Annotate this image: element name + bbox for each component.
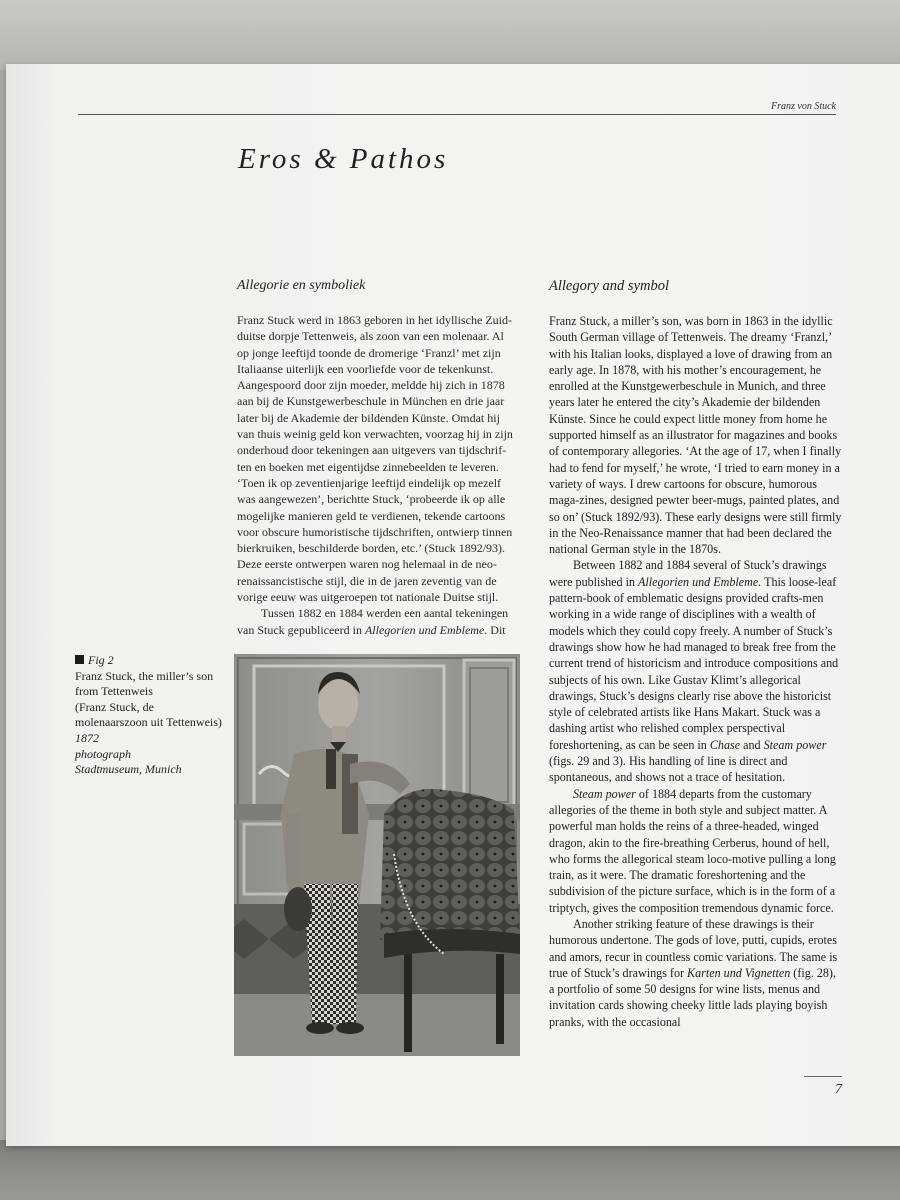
dutch-section-heading: Allegorie en symboliek (237, 278, 366, 293)
caption-collection: Stadtmuseum, Munich (75, 762, 182, 777)
caption-dutch-title: (Franz Stuck, de molenaarszoon uit Tettenweis) (75, 699, 222, 730)
caption-year: 1872 (75, 730, 99, 745)
page-number: 7 (835, 1082, 842, 1097)
figure-caption (75, 653, 225, 778)
caption-title: Franz Stuck, the miller’s son from Tettenweis (75, 668, 214, 699)
english-body (549, 313, 844, 1030)
english-paragraph-4: Another striking feature of these drawings is their humorous undertone. The gods of love, putti, cupids, erotes and amors, recur in countless comic variations. The same is true of Stuck’s drawings for Karten und Vignetten (fig. 28), a portfolio of some 50 designs for wine lists, menus and invitation cards showing cheeky little lads playing boyish pranks, with the occasional (549, 916, 838, 1029)
english-paragraph-1: Franz Stuck, a miller’s son, was born in 1863 in the idyllic South German village of Tettenweis. The dreamy ‘Franzl,’ with his Italian looks, displayed a love of drawing from an early age. In 1878, with his mother’s encouragement, he enrolled at the Kunstgewerbeschule in Munich, and three years later he entered the city’s Akademie der bildenden Künste. Since he could expect little money from home he supported himself as an illustrator for magazines and books of contemporary allegories. ‘At the age of 17, when I finally had to fend for myself,’ he wrote, ‘I tried to earn money in a variety of ways. I drew cartoons for obscure, humorous maga-zines, designed pewter beer-mugs, painted plates, and so on’ (Stuck 1892/93). These early designs were still firmly in the Neo-Renaissance manner that had been declared the national German style in the 1870s. (549, 314, 842, 557)
english-paragraph-3: Steam power of 1884 departs from the customary allegories of the theme in both style and subject matter. A powerful man holds the reins of a three-headed, winged dragon, akin to the fire-breathing Cerberus, hound of hell, who forms the allegorical steam loco-motive pulling a long train, as it were. The dramatic foreshortening and the subdivision of the picture surface, which is in the form of a triptych, gives the composition tremendous dynamic force. (549, 786, 836, 915)
english-column (549, 278, 844, 1030)
background-top (0, 0, 900, 70)
dutch-column (237, 278, 516, 638)
folio-rule (804, 1076, 842, 1077)
background-bottom (0, 1140, 900, 1200)
caption-square-marker (75, 655, 84, 664)
caption-figure-number: Fig 2 (88, 653, 114, 667)
caption-medium: photograph (75, 746, 132, 761)
book-page (6, 64, 900, 1146)
chapter-title: Eros & Pathos (238, 143, 449, 175)
english-paragraph-2: Between 1882 and 1884 several of Stuck’s drawings were published in Allegorien und Embleme. This loose-leaf pattern-book of emblematic designs provided crafts-men working in a wide range of disciplines with a wealth of models which they could copy freely. A number of Stuck’s drawings show how he had managed to break free from the current trend of historicism and introduce compositions and subjects of his own. Like Gustav Klimt’s allegorical drawings, Stuck’s designs clearly rise above the historicist style of celebrated artists like Hans Makart. Stuck was a dashing artist who relished complex perspectival foreshortening, as can be seen in Chase and Steam power (figs. 29 and 3). His handling of line is direct and spontaneous, and shows not a trace of hesitation. (549, 558, 839, 785)
header-rule (78, 114, 836, 115)
dutch-paragraph-2: Tussen 1882 en 1884 werden een aantal tekeningen van Stuck gepubliceerd in Allegorien und Embleme. Dit (237, 606, 509, 637)
running-head: Franz von Stuck (771, 101, 836, 112)
english-section-heading: Allegory and symbol (549, 278, 670, 294)
dutch-body (237, 312, 516, 638)
dutch-paragraph-1: Franz Stuck werd in 1863 geboren in het idyllische Zuid-duitse dorpje Tettenweis, als zoon van een molenaar. Al op jonge leeftijd toonde de dromerige ‘Franzl’ met zijn Italiaanse uiterlijk een voorliefde voor de tekenkunst. Aangespoord door zijn moeder, meldde hij zich in 1878 aan bij de Kunstgewerbeschule in München en drie jaar later bij de Akademie der bildenden Künste. Omdat hij van thuis weinig geld kon verwachten, voorzag hij in zijn onderhoud door tekeningen aan uitgevers van tijdschrif-ten en boeken met eigentijdse zinnebeelden te leveren. ‘Toen ik op zeventienjarige leeftijd eindelijk op mezelf was aangewezen’, berichtte Stuck, ‘probeerde ik op alle mogelijke manieren geld te verdienen, tekende cartoons voor obscure humoristische tijdschriften, ontwierp tinnen bierkruiken, beschilderde borden, etc.’ (Stuck 1892/93). Deze eerste ontwerpen waren nog helemaal in de neo-renaissancistische stijl, die in de jaren zeventig van de vorige eeuw was uitgeroepen tot nationale Duitse stijl. (237, 313, 513, 605)
historic-photograph (234, 654, 520, 1056)
